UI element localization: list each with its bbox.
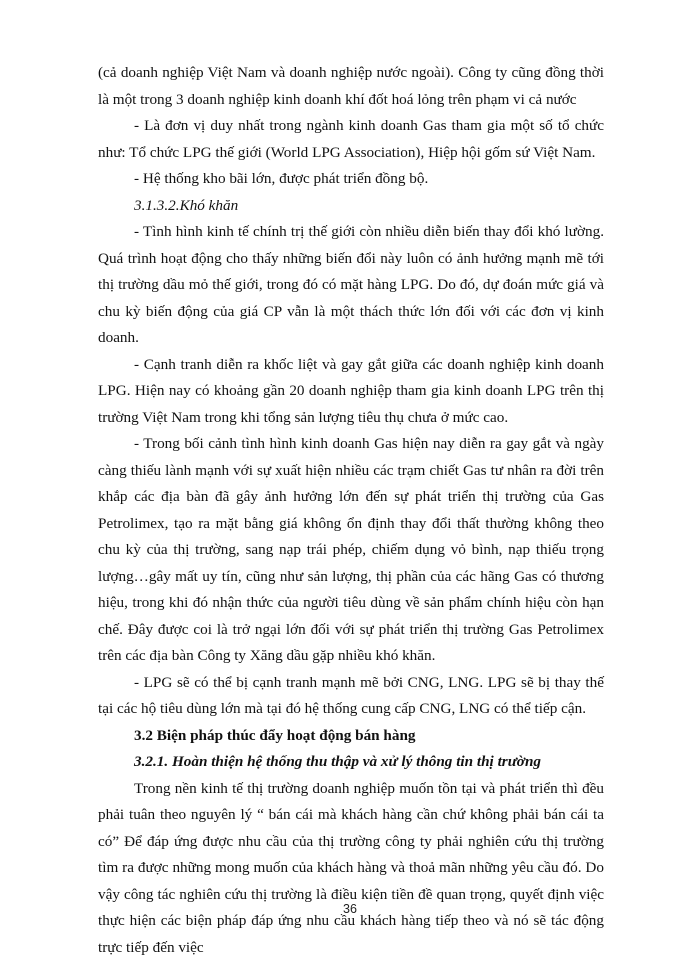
paragraph-cng-lng: - LPG sẽ có thể bị cạnh tranh mạnh mẽ bởi CNG, LNG. LPG sẽ bị thay thế tại các hộ tiêu dùng lớn mà tại đó hệ thống cung cấp CNG, LNG có thể tiếp cận. bbox=[98, 670, 604, 723]
paragraph-membership: - Là đơn vị duy nhất trong ngành kinh doanh Gas tham gia một số tổ chức như: Tổ chức LPG thế giới (World LPG Association), Hiệp hội gốm sứ Việt Nam. bbox=[98, 113, 604, 166]
paragraph-world-economy: - Tình hình kinh tế chính trị thế giới còn nhiều diễn biến thay đổi khó lường. Quá trình hoạt động cho thấy những biến đổi này luôn có ảnh hưởng mạnh mẽ tới thị trường dầu mỏ thế giới, trong đó có mặt hàng LPG. Do đó, dự đoán mức giá và chu kỳ biến động của giá CP vẫn là một thách thức lớn đối với các đơn vị kinh doanh. bbox=[98, 219, 604, 352]
subsection-heading-difficulties: 3.1.3.2.Khó khăn bbox=[98, 193, 604, 220]
paragraph-competition: - Cạnh tranh diễn ra khốc liệt và gay gắt giữa các doanh nghiệp kinh doanh LPG. Hiện nay có khoảng gần 20 doanh nghiệp tham gia kinh doanh LPG trên thị trường Việt Nam trong khi tổng sản lượng tiêu thụ chưa ở mức cao. bbox=[98, 352, 604, 432]
page-number: 36 bbox=[0, 896, 700, 923]
paragraph-warehouse: - Hệ thống kho bãi lớn, được phát triển đồng bộ. bbox=[98, 166, 604, 193]
paragraph-market-context: - Trong bối cảnh tình hình kinh doanh Gas hiện nay diễn ra gay gắt và ngày càng thiếu lành mạnh với sự xuất hiện nhiều các trạm chiết Gas tư nhân ra đời trên khắp các địa bàn đã gây ảnh hưởng lớn đến sự phát triển thị trường của Gas Petrolimex, tạo ra mặt bằng giá không ổn định thay đổi thất thường không theo chu kỳ của thị trường, sang nạp trái phép, chiếm dụng vỏ bình, nạp thiếu trọng lượng…gây mất uy tín, cũng như sản lượng, thị phần của các hãng Gas có thương hiệu, trong khi đó nhận thức của người tiêu dùng về sản phẩm chính hiệu còn hạn chế. Đây được coi là trở ngại lớn đối với sự phát triển thị trường Gas Petrolimex trên các địa bàn Công ty Xăng dầu gặp nhiều khó khăn. bbox=[98, 431, 604, 670]
section-heading-sales-measures: 3.2 Biện pháp thúc đẩy hoạt động bán hàng bbox=[98, 723, 604, 750]
paragraph-continuation: (cả doanh nghiệp Việt Nam và doanh nghiệp nước ngoài). Công ty cũng đồng thời là một trong 3 doanh nghiệp kinh doanh khí đốt hoá lỏng trên phạm vi cả nước bbox=[98, 60, 604, 113]
page-body bbox=[98, 60, 604, 961]
paragraph-market-research: Trong nền kinh tế thị trường doanh nghiệp muốn tồn tại và phát triển thì đều phải tuân theo nguyên lý “ bán cái mà khách hàng cần chứ không phải bán cái ta có” Để đáp ứng được nhu cầu của thị trường công ty phải nghiên cứu thị trường tìm ra được những mong muốn của khách hàng và thoả mãn những yêu cầu đó. Do vậy công tác nghiên cứu thị trường là điều kiện tiền đề quan trọng, quyết định việc thực hiện các biện pháp đáp ứng nhu cầu khách hàng tiếp theo và nó sẽ tác động trực tiếp đến việc bbox=[98, 776, 604, 961]
subsection-heading-market-info: 3.2.1. Hoàn thiện hệ thống thu thập và xử lý thông tin thị trường bbox=[98, 749, 604, 776]
